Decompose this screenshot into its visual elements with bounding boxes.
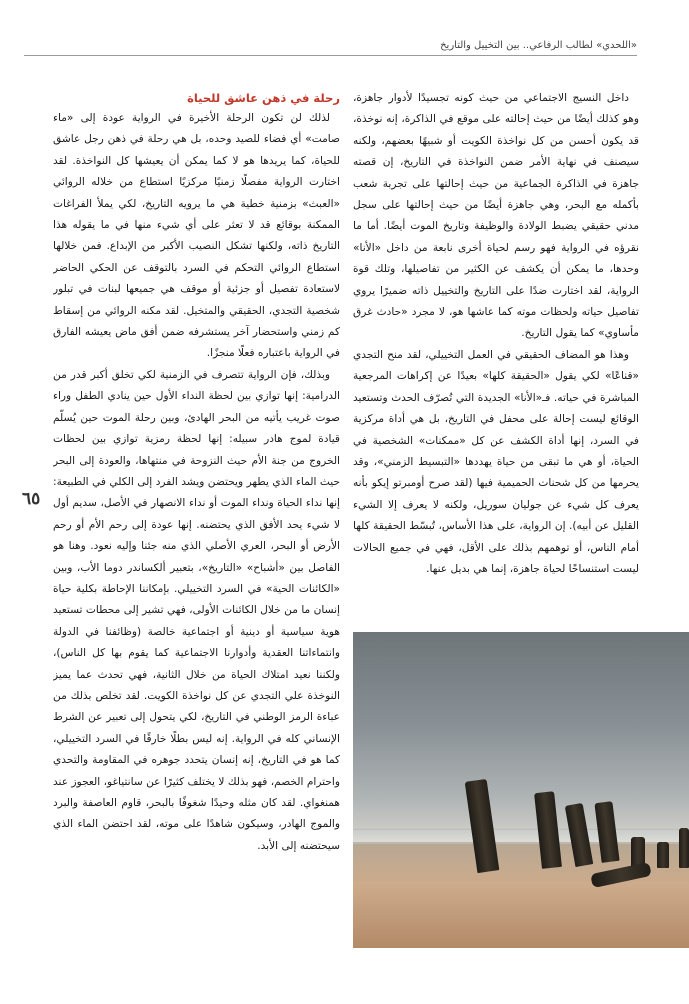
beach-posts-photo: [353, 632, 689, 948]
paragraph: لذلك لن تكون الرحلة الأخيرة في الرواية عودة إلى «ماء صامت» أي فضاء للصيد وحده، بل هي رحلة في ذهن رجل عاشق للحياة، كما يريدها هو لا كما يمكن أن يعيشها كل النواخذة. لقد اختارت الرواية مفصلًا زمنيًا مركزيًا استطاع من خلاله الروائي «العبث» بزمنية خطية هي ما يرويه التاريخ، لكي يملأ الفراغات الممكنة بوقائع قد لا تعثر على أي شيء منها في ما يقوله هذا التاريخ ذاته، ولكنها تشكل النصيب الأكبر من الإبداع. فمن خلالها استطاع الروائي التحكم في السرد بالتوقف عن الحكي الحاضر لاستعادة تفصيل أو جزئية أو موقف هي جميعها لبنات في تبلور شخصية التجدي، الحقيقي والمتخيل. لقد مكنه الروائي من إسقاط كم زمني واستحضار آخر يستشرفه ضمن أفق ماض يعيشه الفارق في الرواية باعتباره فعلًا منجزًا.: [53, 112, 340, 360]
paragraph: وبذلك، فإن الرواية تتصرف في الزمنية لكي تخلق أكبر قدر من الدرامية: إنها توازي بين لحظة النداء الأول حين ينادي الطفل وراء صوت غريب يأتيه من البحر الهادئ، وبين رحلة الموت حين يُسلّم قيادة لموج هادر سبيله: إنها لحظة رمزية توازي بين لحظات الخروج من جنة الأم حيث النزوحة في منتهاها، والعودة إلى البحر حيث الماء الذي يطهر ويحتضن ويشد الفرد إلى الكلي في الطبيعة: إنها نداء الحياة ونداء الموت أو نداء الانصهار في الأصل، سديم أول لا شيء يحد الأفق الذي يحتضنه. إنها عودة إلى رحم الأم أو رحم الأرض أو البحر، العري الأصلي الذي منه جئنا وإليه نعود. وهنا هو الفاصل بين «أشباح» «التاريخ»، بتعبير ألكساندر دوما الأب، وبين «الكائنات الحية» في السرد التخييلي. بإمكاننا الإحاطة بكلية حياة إنسان ما من خلال الكائنات الأولى، فهي تشير إلى محطات تستعيد هوية سياسية أو دينية أو اجتماعية خالصة (وظائفنا في الدولة وانتماءاتنا العقدية وأدوارنا الاجتماعية كما يقوم بها كل الناس)، ولكننا نعيد امتلاك الحياة من خلال الثانية، فهي تحدث عما يميز النوخذة علي التجدي عن كل نواخذة الكويت. لقد تخلص بذلك من عباءة الرمز الوطني في التاريخ، لكي يتحول إلى تعبير عن الشرط الإنساني كله في الرواية. إنه ليس بطلًا خارقًا في السرد التخييلي، كما هو في التاريخ، إنه إنسان يتحدد جوهره في المقاومة والتحدي واحترام الخصم، فهو بذلك لا يختلف كثيرًا عن سانتياغو، العجوز عند همنغواي. لقد كان مثله وحيدًا شغوفًا بالبحر، قاوم العاصفة والبرد والموج الهادر، وسيكون شاهدًا على موته، لقد احتضن الماء الذي سيحتضنه إلى الأبد.: [53, 368, 340, 852]
section-heading: رحلة في ذهن عاشق للحياة: [187, 91, 340, 105]
left-text-column: [53, 88, 340, 948]
wooden-post: [657, 842, 669, 868]
paragraph: داخل النسيج الاجتماعي من حيث كونه تجسيدًا لأدوار جاهزة، وهو كذلك أيضًا من حيث إحالته على موقع في الذاكرة، إنه نوخذة، قد يكون أحسن من كل نواخذة الكويت أو شبيهًا بعضهم، ولكنه سيصنف في نهاية الأمر ضمن النواخذة في التاريخ، إن قصته جاهزة في الذاكرة الجماعية من حيث إحالتها على تجربة شعب بأكمله مع البحر، وهي جاهزة أيضًا من حيث إحالتها على سجل مدني حقيقي يضبط الولادة والوظيفة وتاريخ الموت أيضًا. أما ما نقرؤه في الرواية فهو رسم لحياة أخرى نابعة من داخل «الأنا» وحدها، ما يمكن أن يكشف عن الكثير من تفاصيلها، وتلك قوة الرواية، لقد اختارت ضدًا على التاريخ والتخييل ذاته ضميرًا يروي تفاصيل حياته ولحظات موته كما عاشها هو، لا مجرد «حادث غرق مأساوي» كما يقول التاريخ.: [353, 92, 639, 340]
running-header: [0, 38, 689, 60]
right-text-column: [353, 88, 639, 628]
running-title: «اللحدي» لطالب الرفاعي.. بين التخييل والتاريخ: [440, 40, 637, 51]
wooden-post: [679, 828, 689, 868]
page-number: ٦٥: [22, 489, 41, 509]
paragraph: وهذا هو المضاف الحقيقي في العمل التخييلي، لقد منح التجدي «قناعًا» لكي يقول «الحقيقة كلها» بعيدًا عن إكراهات المرجعية المباشرة في حياته. فـ«الأنا» الجديدة التي تُصرّف الحدث وتستعيد الوقائع ليست إحالة على محفل في التاريخ، بل هي أداة مركزية في السرد، إنها أداة الكشف عن كل «ممكنات» الشخصية في الحياة، أو هي ما تبقى من حياة يهددها «التبسيط الزمني»، وقد يحرمها من كل شحنات الحميمية فيها (لقد صرح أومبرتو إيكو بأنه يعرف كل شيء عن جوليان سوريل، ولكنه لا يعرف إلا الشيء القليل عن أبيه). إن الرواية، على هذا الأساس، تُبسّط الحقيقة كلها أمام الناس، أو توهمهم بذلك على الأقل، فهي في جميع الحالات ليست استنساخًا لحياة جاهزة، إنما هي بديل عنها.: [353, 348, 639, 575]
header-rule: [24, 55, 637, 56]
